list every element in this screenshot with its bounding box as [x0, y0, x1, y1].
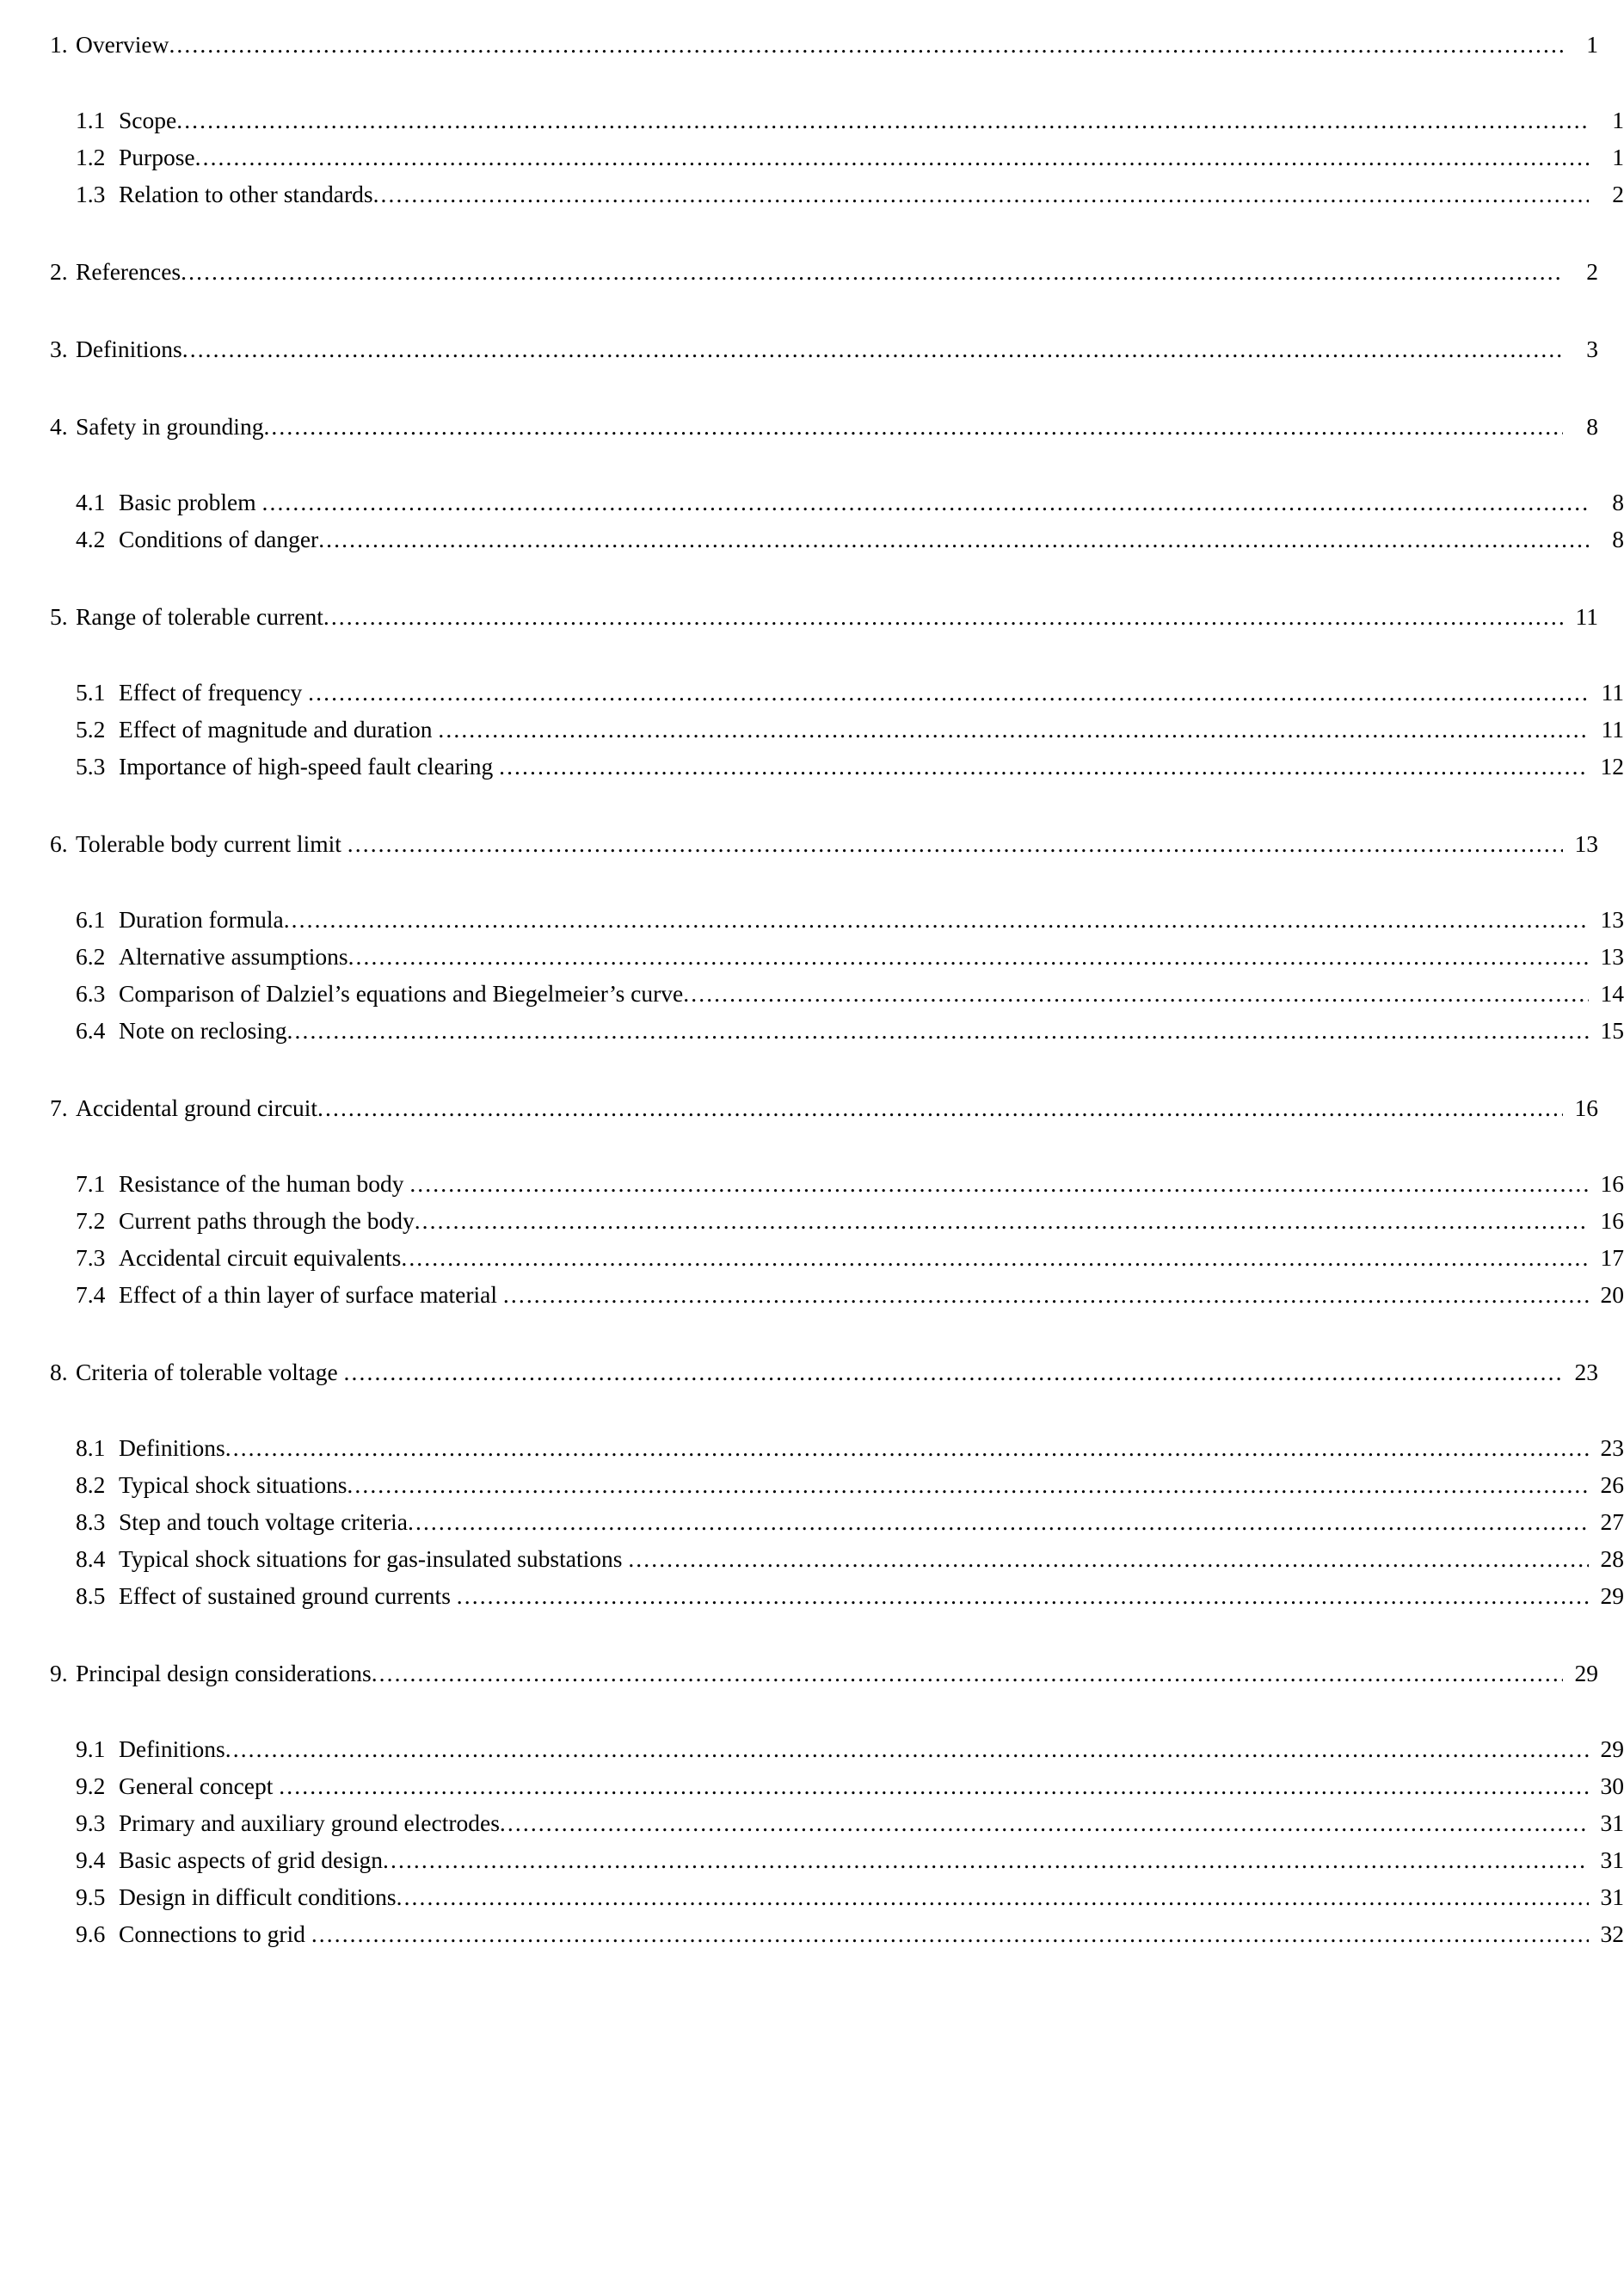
- toc-leader-dots: [262, 490, 1590, 515]
- toc-entry-number: 8.1: [76, 1434, 106, 1461]
- toc-entry-title: Alternative assumptions: [119, 943, 348, 970]
- toc-entry[interactable]: [0, 975, 1624, 1012]
- toc-leader-dots: [323, 605, 1563, 629]
- toc-entry-page-number: 8: [1586, 413, 1598, 440]
- toc-entry-page-number: 13: [1600, 943, 1624, 970]
- toc-entry-number: 8.: [50, 1359, 68, 1385]
- toc-leader-spacer: [403, 1165, 409, 1202]
- toc-leader-dots: [438, 718, 1589, 742]
- toc-leader-dots: [683, 982, 1589, 1006]
- toc-leader-spacer: [273, 1767, 279, 1804]
- toc-entry-title: Typical shock situations for gas-insulated substations: [119, 1545, 623, 1572]
- toc-entry[interactable]: [0, 1915, 1624, 1952]
- toc-entry-number: 5.1: [76, 679, 106, 706]
- toc-leader-dots: [397, 1885, 1589, 1909]
- toc-entry-page-number: 27: [1600, 1508, 1624, 1535]
- toc-entry-title: Safety in grounding: [76, 413, 264, 440]
- toc-entry-page-number: 26: [1600, 1471, 1624, 1498]
- toc-entry-title: Importance of high-speed fault clearing: [119, 753, 494, 780]
- toc-leader-spacer: [302, 674, 308, 711]
- toc-entry[interactable]: [0, 1012, 1624, 1049]
- toc-entry-page-number: 1: [1612, 144, 1624, 170]
- toc-leader-dots: [263, 415, 1563, 439]
- toc-entry[interactable]: [0, 1767, 1624, 1804]
- toc-entry[interactable]: [0, 1577, 1624, 1614]
- toc-entry[interactable]: [0, 711, 1624, 748]
- toc-entry[interactable]: [0, 1429, 1624, 1466]
- toc-leader-spacer: [451, 1577, 457, 1614]
- toc-leader-dots: [317, 1096, 1563, 1120]
- toc-entry-number: 4.: [50, 413, 68, 440]
- toc-entry-page-number: 3: [1586, 336, 1598, 362]
- toc-leader-dots: [409, 1172, 1589, 1196]
- toc-entry-title: Relation to other standards: [119, 181, 373, 207]
- toc-leader-dots: [499, 755, 1589, 779]
- toc-entry-page-number: 8: [1612, 489, 1624, 515]
- toc-entry-title: Primary and auxiliary ground electrodes: [119, 1809, 500, 1836]
- toc-entry-title: Overview: [76, 31, 169, 58]
- toc-entry[interactable]: [0, 139, 1624, 176]
- toc-leader-spacer: [341, 825, 348, 862]
- toc-entry-title: Purpose: [119, 144, 195, 170]
- toc-entry-page-number: 28: [1600, 1545, 1624, 1572]
- toc-entry-page-number: 1: [1586, 31, 1598, 58]
- toc-entry-title: Note on reclosing: [119, 1017, 287, 1044]
- toc-entry-page-number: 11: [1575, 603, 1598, 630]
- toc-entry-page-number: 2: [1586, 258, 1598, 285]
- toc-entry-number: 7.: [50, 1094, 68, 1121]
- toc-leader-dots: [347, 1473, 1589, 1497]
- toc-entry-number: 6.4: [76, 1017, 106, 1044]
- toc-entry[interactable]: [0, 1353, 1598, 1390]
- toc-leader-dots: [348, 832, 1563, 856]
- toc-leader-dots: [287, 1019, 1589, 1043]
- toc-entry-title: Resistance of the human body: [119, 1170, 404, 1197]
- toc-leader-dots: [372, 1661, 1563, 1686]
- toc-entry-title: Typical shock situations: [119, 1471, 348, 1498]
- toc-leader-dots: [169, 33, 1563, 57]
- toc-entry-number: 9.5: [76, 1883, 106, 1910]
- toc-entry-number: 7.1: [76, 1170, 106, 1197]
- toc-entry[interactable]: [0, 1841, 1624, 1878]
- toc-entry-page-number: 16: [1600, 1207, 1624, 1234]
- toc-entry[interactable]: [0, 674, 1624, 711]
- toc-leader-dots: [457, 1584, 1589, 1608]
- toc-entry-number: 9.6: [76, 1920, 106, 1947]
- toc-entry[interactable]: [0, 1503, 1624, 1540]
- toc-entry-number: 1.: [50, 31, 68, 58]
- toc-leader-spacer: [493, 748, 499, 785]
- toc-entry-number: 1.3: [76, 181, 106, 207]
- toc-entry[interactable]: [0, 1878, 1624, 1915]
- toc-entry-title: Basic aspects of grid design: [119, 1846, 384, 1873]
- toc-leader-spacer: [497, 1276, 503, 1313]
- toc-leader-dots: [401, 1246, 1589, 1270]
- toc-entry-number: 8.5: [76, 1582, 106, 1609]
- toc-leader-dots: [284, 908, 1589, 932]
- toc-entry-page-number: 12: [1600, 753, 1624, 780]
- toc-leader-dots: [182, 337, 1563, 361]
- toc-entry[interactable]: [0, 408, 1598, 445]
- toc-entry-page-number: 31: [1600, 1846, 1624, 1873]
- toc-leader-dots: [503, 1283, 1589, 1307]
- toc-leader-dots: [500, 1811, 1589, 1835]
- toc-entry-number: 7.4: [76, 1281, 106, 1308]
- toc-entry-number: 2.: [50, 258, 68, 285]
- toc-entry[interactable]: [0, 1202, 1624, 1239]
- toc-entry[interactable]: [0, 1089, 1598, 1126]
- toc-entry-number: 5.2: [76, 716, 106, 743]
- toc-entry-title: Current paths through the body: [119, 1207, 415, 1234]
- toc-entry-number: 7.2: [76, 1207, 106, 1234]
- toc-entry-title: Definitions: [76, 336, 182, 362]
- toc-leader-dots: [176, 108, 1589, 133]
- toc-entry-page-number: 20: [1600, 1281, 1624, 1308]
- toc-leader-dots: [225, 1436, 1589, 1460]
- toc-entry-number: 9.2: [76, 1772, 106, 1799]
- toc-leader-spacer: [305, 1915, 311, 1952]
- toc-leader-dots: [628, 1547, 1589, 1571]
- toc-entry-page-number: 30: [1600, 1772, 1624, 1799]
- toc-leader-dots: [348, 945, 1589, 969]
- toc-entry-page-number: 1: [1612, 107, 1624, 133]
- toc-entry-number: 6.3: [76, 980, 106, 1007]
- toc-entry-page-number: 13: [1600, 906, 1624, 933]
- toc-entry-title: Scope: [119, 107, 177, 133]
- toc-entry-number: 8.3: [76, 1508, 106, 1535]
- toc-entry-number: 6.1: [76, 906, 106, 933]
- toc-entry-title: Comparison of Dalziel’s equations and Biegelmeier’s curve: [119, 980, 684, 1007]
- toc-entry[interactable]: [0, 1239, 1624, 1276]
- toc-entry-title: Range of tolerable current: [76, 603, 323, 630]
- toc-entry-page-number: 15: [1600, 1017, 1624, 1044]
- toc-entry-title: Design in difficult conditions: [119, 1883, 397, 1910]
- toc-entry-number: 9.: [50, 1660, 68, 1686]
- toc-leader-spacer: [338, 1353, 344, 1390]
- toc-entry-title: Effect of a thin layer of surface material: [119, 1281, 498, 1308]
- toc-entry-number: 9.1: [76, 1735, 106, 1762]
- toc-entry-page-number: 11: [1601, 716, 1624, 743]
- toc-entry[interactable]: [0, 1165, 1624, 1202]
- toc-entry-number: 4.1: [76, 489, 106, 515]
- toc-entry-number: 9.4: [76, 1846, 106, 1873]
- toc-entry-number: 5.3: [76, 753, 106, 780]
- toc-entry-title: Accidental circuit equivalents: [119, 1244, 402, 1271]
- toc-leader-dots: [308, 681, 1589, 705]
- toc-entry[interactable]: [0, 901, 1624, 938]
- toc-entry-number: 7.3: [76, 1244, 106, 1271]
- toc-entry-title: References: [76, 258, 181, 285]
- toc-entry-page-number: 29: [1574, 1660, 1598, 1686]
- toc-entry[interactable]: [0, 1466, 1624, 1503]
- toc-entry[interactable]: [0, 521, 1624, 558]
- toc-leader-spacer: [433, 711, 439, 748]
- toc-entry[interactable]: [0, 1276, 1624, 1313]
- toc-entry[interactable]: [0, 484, 1624, 521]
- toc-entry-title: Connections to grid: [119, 1920, 305, 1947]
- toc-entry-title: Criteria of tolerable voltage: [76, 1359, 338, 1385]
- toc-leader-dots: [408, 1510, 1589, 1534]
- toc-entry-page-number: 31: [1600, 1883, 1624, 1910]
- toc-entry-number: 1.2: [76, 144, 106, 170]
- toc-leader-spacer: [622, 1540, 628, 1577]
- toc-entry-title: Effect of magnitude and duration: [119, 716, 433, 743]
- toc-entry[interactable]: [0, 330, 1598, 367]
- toc-entry-page-number: 31: [1600, 1809, 1624, 1836]
- toc-entry-title: Definitions: [119, 1434, 225, 1461]
- toc-entry-page-number: 14: [1600, 980, 1624, 1007]
- toc-entry[interactable]: [0, 1540, 1624, 1577]
- toc-leader-dots: [344, 1360, 1563, 1384]
- toc-entry-page-number: 23: [1600, 1434, 1624, 1461]
- toc-entry-number: 5.: [50, 603, 68, 630]
- toc-entry-title: Duration formula: [119, 906, 284, 933]
- toc-leader-dots: [195, 145, 1589, 170]
- toc-entry[interactable]: [0, 748, 1624, 785]
- toc-entry-title: Effect of frequency: [119, 679, 303, 706]
- toc-leader-dots: [383, 1848, 1589, 1872]
- toc-entry-title: Accidental ground circuit: [76, 1094, 318, 1121]
- toc-leader-dots: [181, 260, 1563, 284]
- toc-leader-dots: [311, 1922, 1589, 1946]
- toc-entry-page-number: 16: [1574, 1094, 1598, 1121]
- toc-entry-title: Principal design considerations: [76, 1660, 372, 1686]
- toc-entry[interactable]: [0, 1730, 1624, 1767]
- toc-entry-title: Effect of sustained ground currents: [119, 1582, 451, 1609]
- toc-entry-page-number: 29: [1600, 1735, 1624, 1762]
- toc-leader-dots: [279, 1774, 1589, 1798]
- toc-entry-page-number: 16: [1600, 1170, 1624, 1197]
- toc-entry-page-number: 17: [1600, 1244, 1624, 1271]
- toc-entry-page-number: 11: [1601, 679, 1624, 706]
- toc-entry[interactable]: [0, 253, 1598, 290]
- toc-leader-dots: [318, 527, 1589, 552]
- toc-entry-title: General concept: [119, 1772, 274, 1799]
- toc-entry-page-number: 29: [1600, 1582, 1624, 1609]
- toc-entry[interactable]: [0, 598, 1598, 635]
- toc-entry[interactable]: [0, 1655, 1598, 1692]
- toc-entry-number: 8.2: [76, 1471, 106, 1498]
- toc-entry[interactable]: [0, 1804, 1624, 1841]
- toc-entry-title: Definitions: [119, 1735, 225, 1762]
- toc-entry-page-number: 8: [1612, 526, 1624, 552]
- toc-leader-spacer: [256, 484, 262, 521]
- toc-entry-number: 3.: [50, 336, 68, 362]
- toc-entry-number: 6.2: [76, 943, 106, 970]
- toc-entry-page-number: 2: [1612, 181, 1624, 207]
- toc-entry-number: 1.1: [76, 107, 106, 133]
- toc-entry[interactable]: [0, 102, 1624, 139]
- toc-entry-number: 6.: [50, 830, 68, 857]
- toc-entry-page-number: 32: [1600, 1920, 1624, 1947]
- toc-entry-number: 4.2: [76, 526, 106, 552]
- toc-leader-dots: [373, 182, 1589, 206]
- toc-entry-page-number: 13: [1574, 830, 1598, 857]
- toc-entry-title: Basic problem: [119, 489, 256, 515]
- toc-entry[interactable]: [0, 26, 1598, 63]
- toc-entry-number: 9.3: [76, 1809, 106, 1836]
- toc-entry[interactable]: [0, 938, 1624, 975]
- toc-leader-dots: [415, 1209, 1589, 1233]
- toc-entry-page-number: 23: [1574, 1359, 1598, 1385]
- toc-entry-title: Conditions of danger: [119, 526, 319, 552]
- toc-entry-number: 8.4: [76, 1545, 106, 1572]
- toc-leader-dots: [225, 1737, 1589, 1761]
- toc-entry-title: Step and touch voltage criteria: [119, 1508, 408, 1535]
- toc-entry[interactable]: [0, 825, 1598, 862]
- toc-entry-title: Tolerable body current limit: [76, 830, 341, 857]
- toc-entry[interactable]: [0, 176, 1624, 213]
